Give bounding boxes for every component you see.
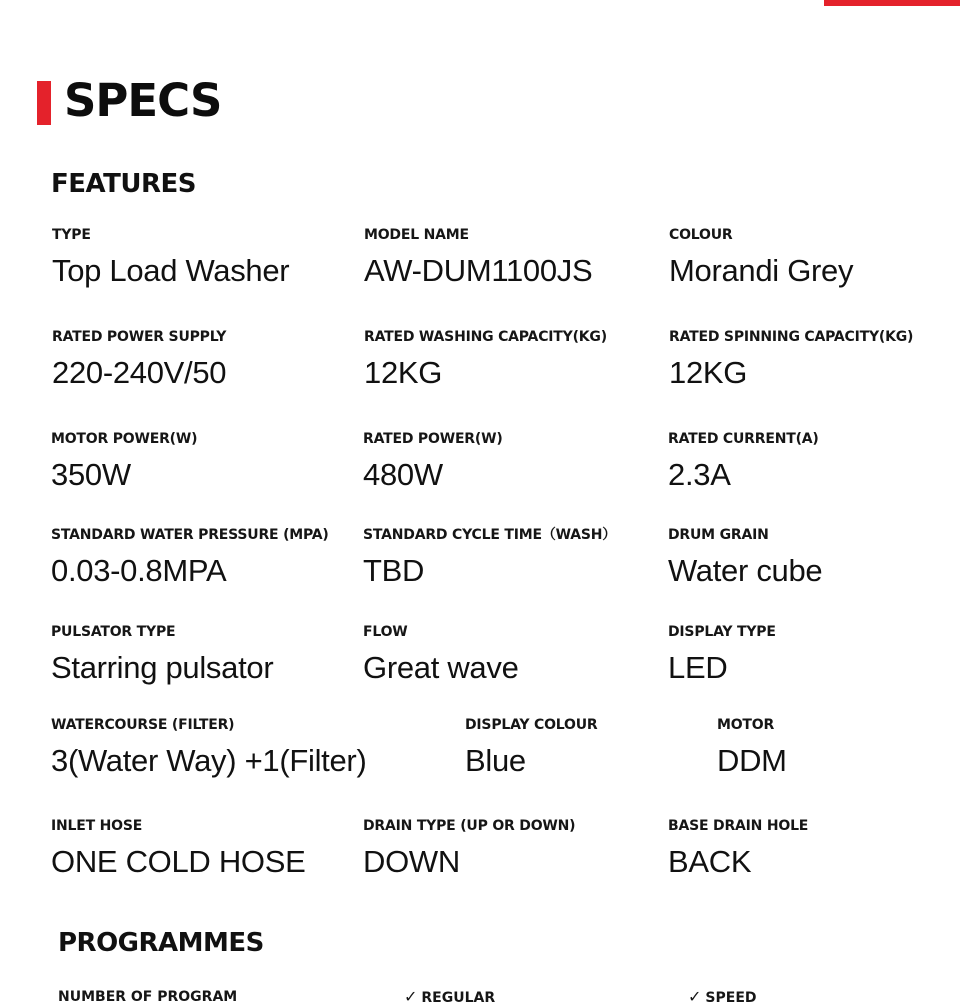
spec-display-type <box>668 623 776 687</box>
spec-value: TBD <box>363 553 425 588</box>
spec-inlet-hose <box>51 817 305 881</box>
spec-drum-grain <box>668 526 822 590</box>
spec-value: Water cube <box>668 553 823 588</box>
spec-value: BACK <box>668 844 752 879</box>
spec-value: Morandi Grey <box>669 253 854 288</box>
spec-motor <box>717 716 787 780</box>
spec-pulsator-type <box>51 623 273 687</box>
check-icon: ✓ <box>688 987 702 1006</box>
programme-speed <box>688 988 757 1007</box>
spec-value: DOWN <box>363 844 460 879</box>
spec-label: DRUM GRAIN <box>668 527 769 543</box>
spec-label: DISPLAY COLOUR <box>465 717 598 733</box>
spec-rated-spinning-capacity <box>669 328 913 392</box>
spec-label: MOTOR <box>717 717 775 733</box>
spec-label: DRAIN TYPE (UP OR DOWN) <box>363 818 576 834</box>
spec-label: BASE DRAIN HOLE <box>668 818 809 834</box>
specs-title-marker <box>37 81 51 125</box>
spec-label: DISPLAY TYPE <box>668 624 776 640</box>
spec-label: FLOW <box>363 624 408 640</box>
spec-label: TYPE <box>52 227 91 243</box>
check-icon: ✓ <box>404 987 418 1006</box>
spec-label: RATED CURRENT(A) <box>668 431 819 447</box>
spec-value: AW-DUM1100JS <box>364 253 593 288</box>
spec-value: Great wave <box>363 650 519 685</box>
spec-base-drain-hole <box>668 817 808 881</box>
spec-value: 12KG <box>364 355 443 390</box>
spec-value: DDM <box>717 743 787 778</box>
spec-label: PULSATOR TYPE <box>51 624 176 640</box>
spec-label: STANDARD CYCLE TIME（WASH） <box>363 527 617 543</box>
spec-label: COLOUR <box>669 227 733 243</box>
spec-rated-power-supply <box>52 328 226 392</box>
spec-standard-cycle-time <box>363 526 616 590</box>
spec-value: 2.3A <box>668 457 731 492</box>
programmes-heading: PROGRAMMES <box>58 928 264 958</box>
spec-label: INLET HOSE <box>51 818 143 834</box>
spec-label: RATED WASHING CAPACITY(KG) <box>364 329 607 345</box>
programme-regular <box>404 988 495 1007</box>
spec-motor-power <box>51 430 197 494</box>
spec-label: STANDARD WATER PRESSURE (MPA) <box>51 527 329 543</box>
spec-rated-power <box>363 430 503 494</box>
programme-label: SPEED <box>705 990 757 1006</box>
spec-flow <box>363 623 519 687</box>
spec-value: LED <box>668 650 728 685</box>
spec-display-colour <box>465 716 597 780</box>
spec-label: MODEL NAME <box>364 227 469 243</box>
programmes-number-label: NUMBER OF PROGRAM <box>58 989 238 1005</box>
spec-model-name <box>364 226 592 290</box>
spec-label: MOTOR POWER(W) <box>51 431 198 447</box>
spec-rated-washing-capacity <box>364 328 607 392</box>
spec-value: 350W <box>51 457 131 492</box>
spec-type <box>52 226 289 290</box>
spec-value: ONE COLD HOSE <box>51 844 306 879</box>
spec-watercourse-filter <box>51 716 366 780</box>
spec-colour <box>669 226 853 290</box>
features-heading: FEATURES <box>51 169 196 199</box>
spec-value: Top Load Washer <box>52 253 290 288</box>
spec-value: 480W <box>363 457 443 492</box>
spec-drain-type <box>363 817 575 881</box>
spec-label: RATED SPINNING CAPACITY(KG) <box>669 329 914 345</box>
spec-value: Starring pulsator <box>51 650 274 685</box>
spec-value: Blue <box>465 743 526 778</box>
spec-label: RATED POWER(W) <box>363 431 503 447</box>
spec-standard-water-pressure <box>51 526 329 590</box>
spec-value: 220-240V/50 <box>52 355 227 390</box>
spec-value: 3(Water Way) +1(Filter) <box>51 743 367 778</box>
spec-value: 0.03-0.8MPA <box>51 553 227 588</box>
spec-label: WATERCOURSE (FILTER) <box>51 717 235 733</box>
spec-label: RATED POWER SUPPLY <box>52 329 227 345</box>
top-accent-bar <box>824 0 960 6</box>
page-title: SPECS <box>64 74 222 127</box>
spec-value: 12KG <box>669 355 748 390</box>
programme-label: REGULAR <box>421 990 496 1006</box>
spec-rated-current <box>668 430 819 494</box>
